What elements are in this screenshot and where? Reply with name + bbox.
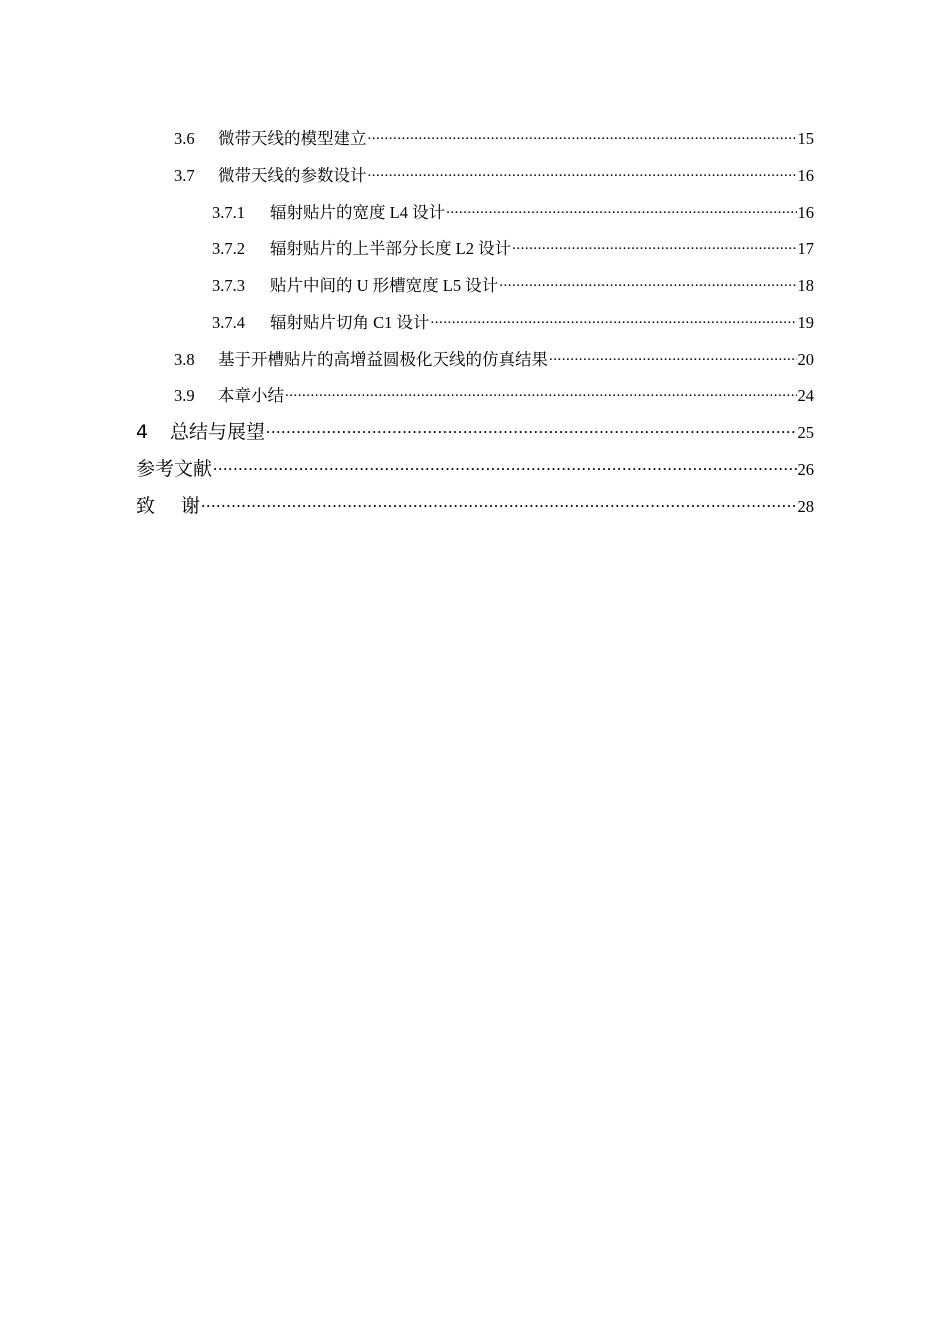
dot-leader: [285, 385, 797, 402]
toc-entry-title: 微带天线的模型建立: [218, 129, 367, 148]
dot-leader: [512, 238, 796, 255]
toc-entry-page: 28: [797, 497, 814, 516]
toc-entry-number: 3.7.2: [212, 239, 245, 258]
toc-entry-page: 24: [797, 386, 814, 405]
toc-entry-page: 25: [797, 423, 814, 442]
toc-entry-references[interactable]: [136, 454, 814, 481]
toc-entry-title: 辐射贴片的上半部分长度 L2 设计: [270, 239, 512, 258]
toc-entry-title: 致 谢: [136, 495, 201, 517]
toc-entry-3-7[interactable]: [174, 162, 814, 186]
dot-leader: [213, 456, 796, 475]
toc-entry-number: 3.8: [174, 350, 195, 369]
toc-entry-3-7-3[interactable]: [212, 272, 814, 296]
toc-entry-title: 本章小结: [218, 386, 284, 405]
toc-entry-page: 20: [797, 350, 814, 369]
toc-entry-3-7-1[interactable]: [212, 199, 814, 223]
toc-entry-title: 辐射贴片的宽度 L4 设计: [270, 203, 446, 222]
toc-entry-page: 18: [797, 276, 814, 295]
toc-entry-number: 3.7.1: [212, 203, 245, 222]
dot-leader: [446, 202, 796, 219]
toc-entry-page: 26: [797, 460, 814, 479]
toc-entry-title: 微带天线的参数设计: [218, 166, 367, 185]
toc-entry-acknowledgements[interactable]: [136, 491, 814, 518]
toc-entry-title: 贴片中间的 U 形槽宽度 L5 设计: [270, 276, 499, 295]
toc-entry-3-6[interactable]: [174, 125, 814, 149]
toc-entry-number: 3.6: [174, 129, 195, 148]
dot-leader: [431, 312, 797, 329]
dot-leader: [201, 493, 796, 512]
dot-leader: [266, 419, 796, 438]
toc-entry-number: 4: [136, 421, 149, 443]
toc-entry-chapter-4[interactable]: [136, 417, 814, 444]
toc-entry-number: 3.7: [174, 166, 195, 185]
toc-entry-3-9[interactable]: [174, 382, 814, 406]
dot-leader: [368, 128, 797, 145]
dot-leader: [499, 275, 796, 292]
toc-entry-page: 16: [797, 203, 814, 222]
dot-leader: [549, 349, 797, 366]
toc-entry-page: 19: [797, 313, 814, 332]
toc-entry-page: 15: [797, 129, 814, 148]
dot-leader: [368, 165, 797, 182]
toc-entry-3-7-2[interactable]: [212, 235, 814, 259]
toc-entry-page: 16: [797, 166, 814, 185]
toc-entry-number: 3.7.3: [212, 276, 245, 295]
toc-entry-number: 3.9: [174, 386, 195, 405]
toc-entry-title: 参考文献: [136, 458, 213, 480]
toc-entry-page: 17: [797, 239, 814, 258]
toc-entry-title: 基于开槽贴片的高增益圆极化天线的仿真结果: [218, 350, 548, 369]
toc-entry-3-7-4[interactable]: [212, 309, 814, 333]
toc-entry-title: 辐射贴片切角 C1 设计: [270, 313, 430, 332]
toc-entry-number: 3.7.4: [212, 313, 245, 332]
toc-entry-3-8[interactable]: [174, 346, 814, 370]
toc-entry-title: 总结与展望: [170, 421, 266, 443]
